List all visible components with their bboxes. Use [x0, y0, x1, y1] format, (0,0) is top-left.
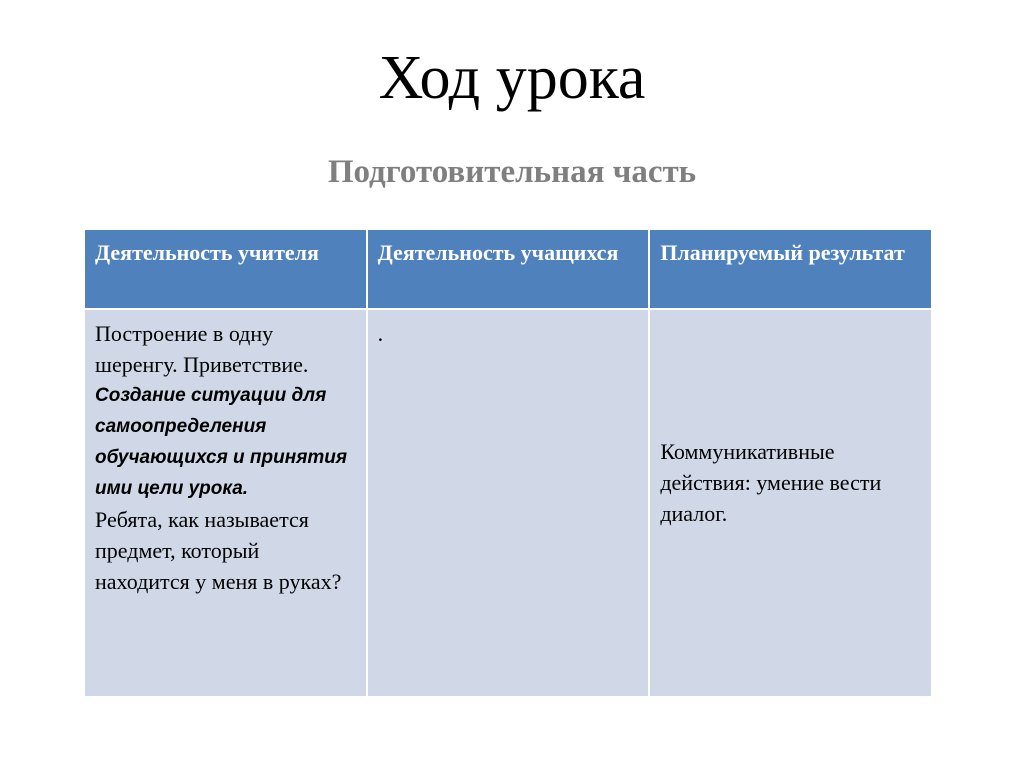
slide-subtitle: Подготовительная часть [327, 154, 697, 190]
header-teacher-activity: Деятельность учителя [84, 229, 367, 309]
teacher-intro-text: Построение в одну шеренгу. Приветствие. [95, 321, 309, 377]
slide-title: Ход урока [378, 44, 646, 112]
table-header-row [84, 229, 932, 309]
teacher-emphasis-text: Создание ситуации для самоопределения обучающихся и принятия ими цели урока. [95, 385, 348, 499]
student-activity-cell [367, 309, 650, 697]
student-activity-text: . [377, 321, 384, 346]
table-row [84, 309, 932, 697]
lesson-table [83, 228, 933, 698]
planned-result-cell [649, 309, 932, 697]
teacher-question-text: Ребята, как называется предмет, который находится у меня в руках? [95, 507, 342, 594]
header-planned-result: Планируемый результат [649, 229, 932, 309]
planned-result-text: Коммуникативные действия: умение вести диалог. [660, 439, 882, 526]
header-student-activity: Деятельность учащихся [367, 229, 650, 309]
teacher-activity-cell [84, 309, 367, 697]
